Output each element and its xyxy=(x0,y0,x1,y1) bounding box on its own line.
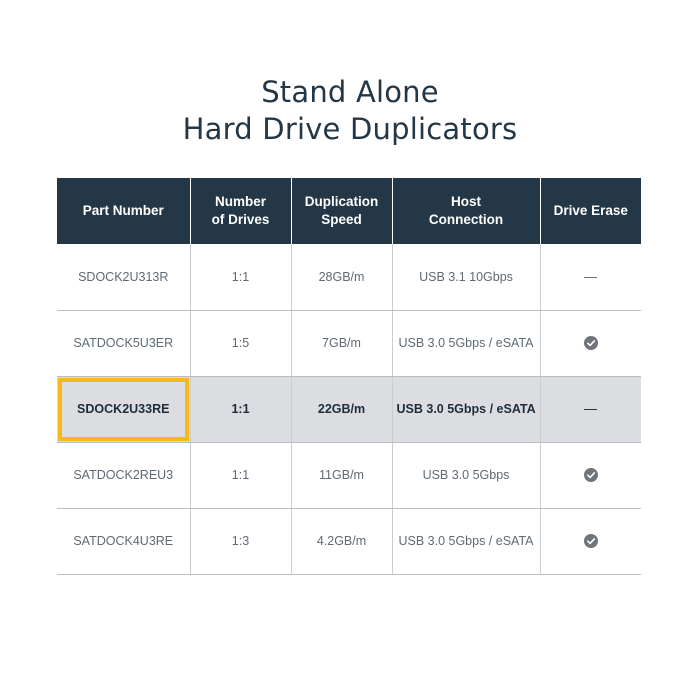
part-number-cell: SATDOCK5U3ER xyxy=(57,310,190,376)
check-circle-icon xyxy=(584,534,598,548)
drives-cell: 1:1 xyxy=(190,376,291,442)
drive-erase-cell xyxy=(540,376,641,442)
host-connection-cell: USB 3.0 5Gbps / eSATA xyxy=(392,376,540,442)
header-row xyxy=(57,178,641,244)
drive-erase-cell xyxy=(540,244,641,310)
header-duplication-speed: Duplication Speed xyxy=(291,178,392,244)
part-number-text: SDOCK2U33RE xyxy=(77,402,170,416)
drives-cell: 1:5 xyxy=(190,310,291,376)
table-body xyxy=(57,244,641,574)
part-number-cell: SATDOCK2REU3 xyxy=(57,442,190,508)
host-connection-cell: USB 3.1 10Gbps xyxy=(392,244,540,310)
header-part-number: Part Number xyxy=(57,178,190,244)
dash-icon xyxy=(584,277,597,278)
title-line-1: Stand Alone xyxy=(261,75,439,109)
drive-erase-cell xyxy=(540,508,641,574)
table-row xyxy=(57,244,641,310)
part-number-cell xyxy=(57,376,190,442)
dash-icon xyxy=(584,409,597,410)
speed-cell: 22GB/m xyxy=(291,376,392,442)
check-circle-icon xyxy=(584,336,598,350)
drive-erase-cell xyxy=(540,310,641,376)
drive-erase-cell xyxy=(540,442,641,508)
page-title xyxy=(0,74,700,148)
speed-cell: 11GB/m xyxy=(291,442,392,508)
header-drive-erase: Drive Erase xyxy=(540,178,641,244)
check-circle-icon xyxy=(584,468,598,482)
table-header xyxy=(57,178,641,244)
header-number-of-drives: Number of Drives xyxy=(190,178,291,244)
part-number-cell: SDOCK2U313R xyxy=(57,244,190,310)
comparison-table xyxy=(57,178,641,575)
table-row xyxy=(57,508,641,574)
host-connection-cell: USB 3.0 5Gbps / eSATA xyxy=(392,508,540,574)
speed-cell: 4.2GB/m xyxy=(291,508,392,574)
title-line-2: Hard Drive Duplicators xyxy=(182,112,518,146)
table-row-highlighted xyxy=(57,376,641,442)
host-connection-cell: USB 3.0 5Gbps xyxy=(392,442,540,508)
speed-cell: 7GB/m xyxy=(291,310,392,376)
table-row xyxy=(57,310,641,376)
header-host-connection: Host Connection xyxy=(392,178,540,244)
drives-cell: 1:3 xyxy=(190,508,291,574)
host-connection-cell: USB 3.0 5Gbps / eSATA xyxy=(392,310,540,376)
drives-cell: 1:1 xyxy=(190,442,291,508)
table-row xyxy=(57,442,641,508)
part-number-cell: SATDOCK4U3RE xyxy=(57,508,190,574)
speed-cell: 28GB/m xyxy=(291,244,392,310)
drives-cell: 1:1 xyxy=(190,244,291,310)
